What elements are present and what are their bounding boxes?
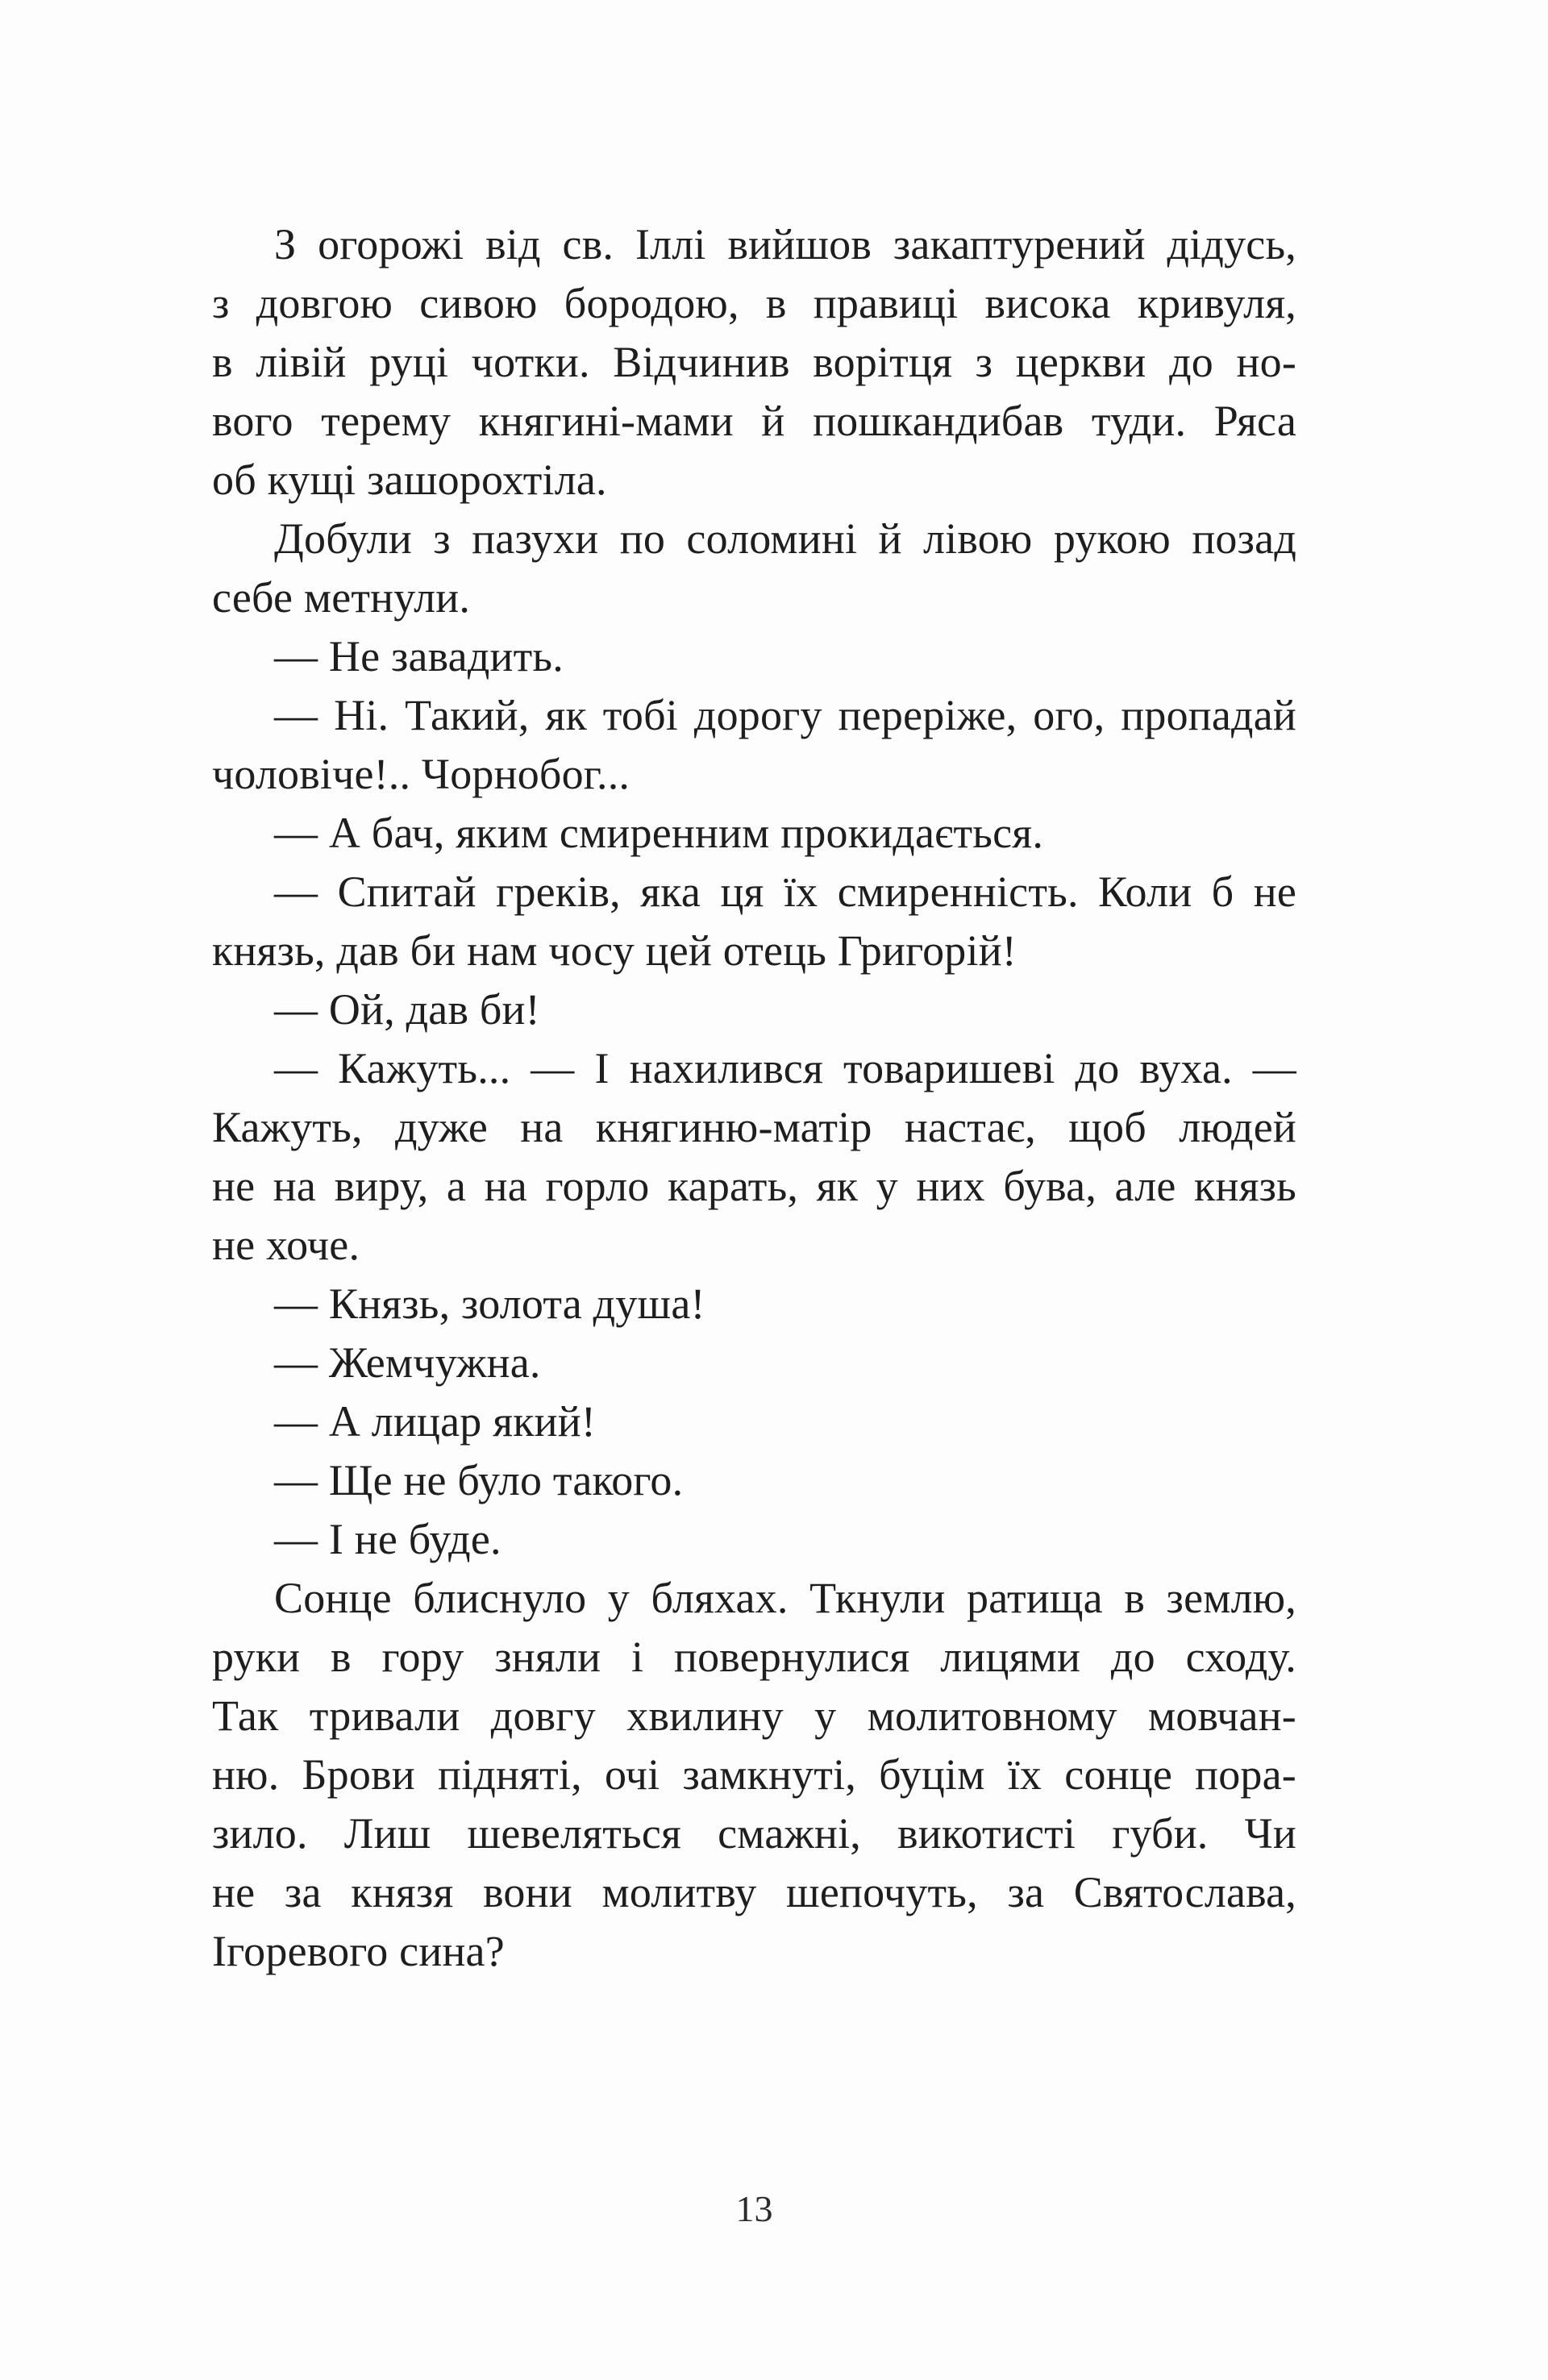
text-line: Добули з пазухи по соломині й лівою рукою позад <box>274 514 1296 563</box>
text-line: Ігоревого сина? <box>212 1927 505 1975</box>
text-line: не за князя вони молитву шепочуть, за Святослава, <box>212 1868 1296 1916</box>
body-text <box>212 215 1296 1981</box>
text-line: Сонце блиснуло у бляхах. Ткнули ратища в землю, <box>274 1574 1296 1622</box>
text-line: не на виру, а на горло карать, як у них бува, але князь <box>212 1162 1296 1210</box>
text-line: — І не буде. <box>274 1515 501 1563</box>
text-line: — Князь, золота душа! <box>274 1279 705 1328</box>
text-line: — А лицар який! <box>274 1397 597 1446</box>
text-line: Кажуть, дуже на княгиню-матір настає, щоб людей <box>212 1103 1296 1151</box>
text-line: з довгою сивою бородою, в правиці висока кривуля, <box>212 279 1296 327</box>
text-line: — Ще не було такого. <box>274 1456 684 1504</box>
text-line: — Не завадить. <box>274 632 564 680</box>
text-line: ню. Брови підняті, очі замкнуті, буцім їх сонце пора- <box>212 1750 1296 1799</box>
page-number: 13 <box>735 2188 773 2229</box>
text-line: не хоче. <box>212 1221 360 1269</box>
text-line: об кущі зашорохтіла. <box>212 456 607 504</box>
text-line: зило. Лиш шевеляться смажні, викотисті губи. Чи <box>212 1809 1296 1858</box>
text-line: князь, дав би нам чосу цей отець Григорій! <box>212 926 1017 975</box>
text-line: — Кажуть... — І нахилився товаришеві до вуха. — <box>274 1044 1296 1092</box>
text-line: себе метнули. <box>212 573 471 622</box>
text-line: руки в гору зняли і повернулися лицями до сходу. <box>212 1633 1296 1681</box>
text-line: в лівій руці чотки. Відчинив ворітця з церкви до но- <box>212 338 1296 386</box>
text-line: — Ой, дав би! <box>274 985 540 1034</box>
text-line: З огорожі від св. Іллі вийшов закаптурений дідусь, <box>274 220 1296 268</box>
text-line: Так тривали довгу хвилину у молитовному мовчан- <box>212 1691 1296 1740</box>
text-line: вого терему княгині-мами й пошкандибав туди. Ряса <box>212 397 1296 445</box>
text-line: — Ні. Такий, як тобі дорогу переріже, ого, пропадай <box>274 691 1296 739</box>
text-line: — Жемчужна. <box>274 1338 541 1387</box>
text-line: — А бач, яким смиренним прокидається. <box>274 809 1044 857</box>
text-line: чоловіче!.. Чорнобог... <box>212 750 630 798</box>
text-line: — Спитай греків, яка ця їх смиренність. Коли б не <box>274 868 1296 916</box>
